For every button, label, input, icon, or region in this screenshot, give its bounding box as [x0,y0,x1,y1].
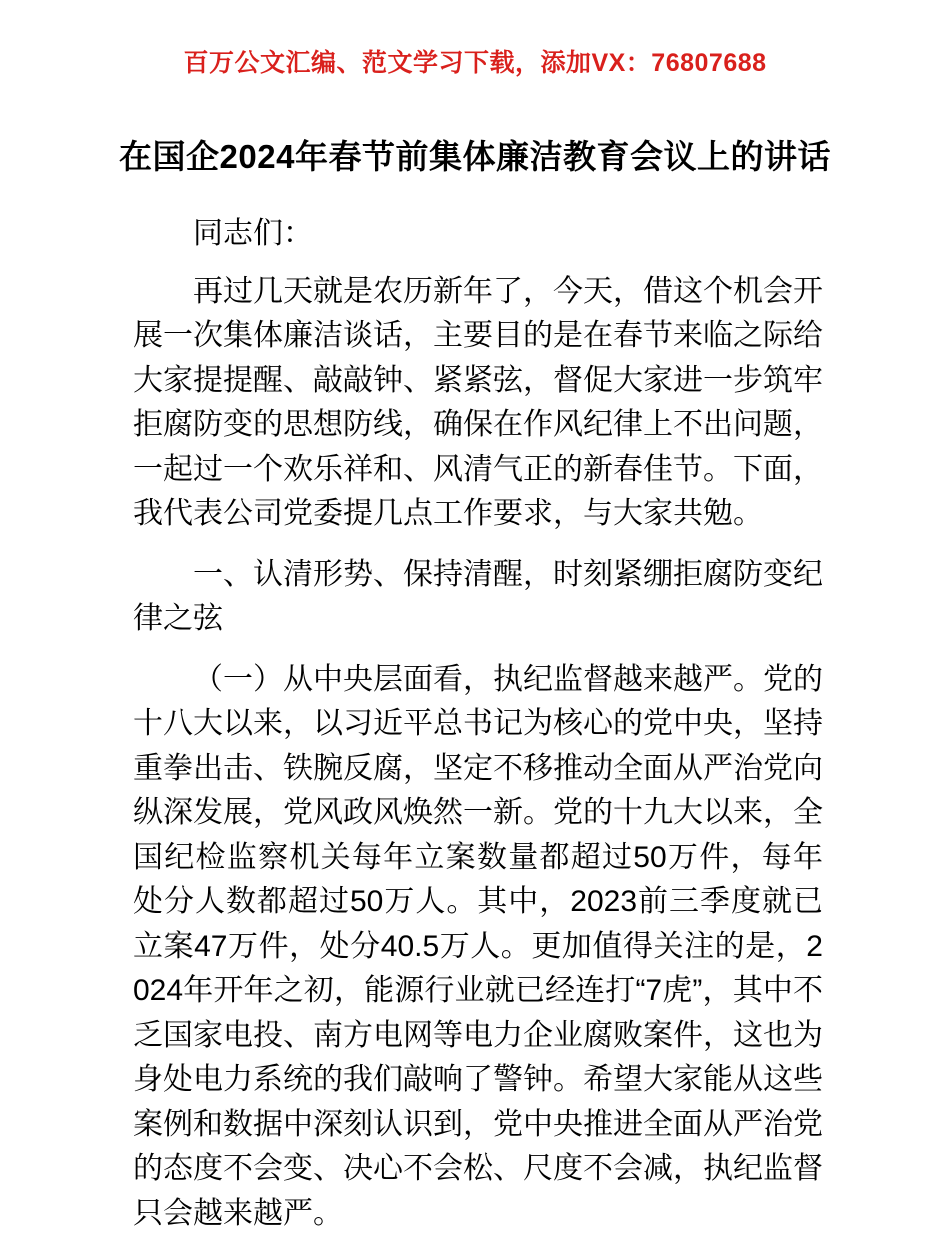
document-body [133,212,823,1236]
salutation: 同志们： [133,212,823,257]
document-title: 在国企2024年春节前集体廉洁教育会议上的讲话 [118,134,832,181]
paragraph-gap [133,537,823,553]
section-heading-one: 一、认清形势、保持清醒，时刻紧绷拒腐防变纪律之弦 [133,553,823,642]
paragraph-gap [133,642,823,658]
promo-banner-text: 百万公文汇编、范文学习下载，添加VX：76807688 [0,48,950,79]
opening-paragraph: 再过几天就是农历新年了，今天，借这个机会开展一次集体廉洁谈话，主要目的是在春节来临之际给大家提提醒、敲敲钟、紧紧弦，督促大家进一步筑牢拒腐防变的思想防线，确保在作风纪律上不出问题，一起过一个欢乐祥和、风清气正的新春佳节。下面，我代表公司党委提几点工作要求，与大家共勉。 [133,270,823,537]
paragraph-gap [133,257,823,270]
subsection-paragraph-one: （一）从中央层面看，执纪监督越来越严。党的十八大以来，以习近平总书记为核心的党中央，坚持重拳出击、铁腕反腐，坚定不移推动全面从严治党向纵深发展，党风政风焕然一新。党的十九大以来，全国纪检监察机关每年立案数量都超过50万件，每年处分人数都超过50万人。其中，2023前三季度就已立案47万件，处分40.5万人。更加值得关注的是，2024年开年之初，能源行业就已经连打“7虎”，其中不乏国家电投、南方电网等电力企业腐败案件，这也为身处电力系统的我们敲响了警钟。希望大家能从这些案例和数据中深刻认识到，党中央推进全面从严治党的态度不会变、决心不会松、尺度不会减，执纪监督只会越来越严。 [133,658,823,1236]
